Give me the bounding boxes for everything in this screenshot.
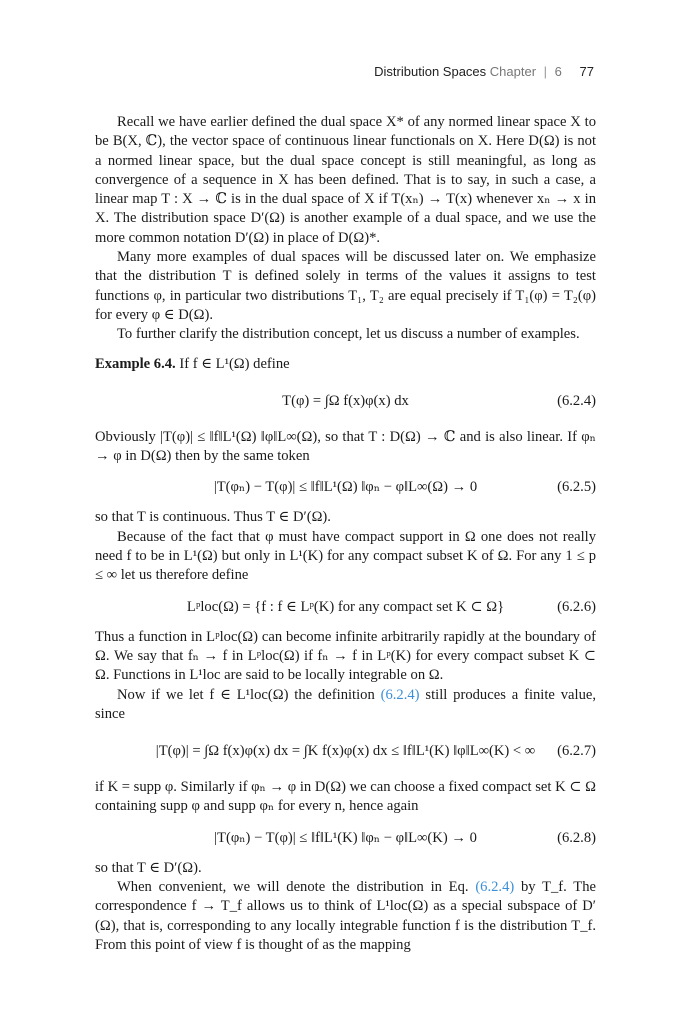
paragraph-text: Now if we let f ∈ L¹loc(Ω) the definition bbox=[117, 686, 375, 703]
header-chapter: Chapter bbox=[489, 64, 537, 79]
equation-reference-link[interactable]: (6.2.4) bbox=[380, 686, 420, 703]
equation-6-2-8 bbox=[95, 823, 596, 853]
equation-6-2-7 bbox=[95, 730, 596, 774]
paragraph: so that T ∈ D′(Ω). bbox=[95, 859, 202, 876]
equation-number: (6.2.4) bbox=[557, 392, 596, 409]
paragraph: Thus a function in Lᵖloc(Ω) can become infinite arbitrarily rapidly at the boundary of Ω. We say that fₙ → f in Lᵖloc(Ω) if fₙ → f in Lᵖ(K) for every compact subset K ⊂ Ω. Functions in L¹loc are said to be locally integrable on Ω. bbox=[95, 628, 596, 684]
paragraph: To further clarify the distribution concept, let us discuss a number of examples. bbox=[117, 326, 580, 343]
equation-body: |T(φₙ) − T(φ)| ≤ ‖f‖L¹(Ω) ‖φₙ − φ‖L∞(Ω) → 0 bbox=[213, 479, 478, 496]
equation-number: (6.2.8) bbox=[557, 829, 596, 846]
equation-6-2-4 bbox=[95, 380, 596, 424]
example-heading bbox=[95, 355, 596, 374]
page-body bbox=[95, 113, 596, 955]
equation-number: (6.2.5) bbox=[557, 479, 596, 496]
example-label: Example 6.4. bbox=[95, 355, 176, 372]
header-separator: | bbox=[543, 64, 548, 79]
paragraph: Obviously |T(φ)| ≤ ‖f‖L¹(Ω) ‖φ‖L∞(Ω), so that T : D(Ω) → ℂ and is also linear. If φₙ → φ in D(Ω) then by the same token bbox=[95, 428, 596, 465]
equation-number: (6.2.7) bbox=[557, 743, 596, 760]
paragraph: so that T is continuous. Thus T ∈ D′(Ω). bbox=[95, 509, 331, 526]
equation-number: (6.2.6) bbox=[557, 598, 596, 615]
example-text: If f ∈ L¹(Ω) define bbox=[179, 355, 290, 372]
header-title: Distribution Spaces bbox=[374, 64, 487, 79]
paragraph-text: by T_f. The correspondence f → T_f allows us to think of L¹loc(Ω) as a special subspace of D′(Ω), that is, corresponding to any locally integrable function f is the distribution T_f. From this point of view f is thought of as the mapping bbox=[95, 879, 596, 953]
equation-body: Lᵖloc(Ω) = {f : f ∈ Lᵖ(K) for any compact set K ⊂ Ω} bbox=[186, 598, 505, 615]
running-header bbox=[374, 64, 594, 79]
paragraph: Many more examples of dual spaces will be discussed later on. We emphasize that the distribution T is defined solely in terms of the values it assigns to test functions φ, in particular two distributions T₁, T₂ are equal precisely if T₁(φ) = T₂(φ) for every φ ∈ D(Ω). bbox=[95, 249, 596, 323]
page-number: 77 bbox=[579, 64, 594, 79]
equation-body: |T(φ)| = ∫Ω f(x)φ(x) dx = ∫K f(x)φ(x) dx ≤ ‖f‖L¹(K) ‖φ‖L∞(K) < ∞ bbox=[155, 743, 536, 760]
paragraph: Recall we have earlier defined the dual space X* of any normed linear space X to be B(X, ℂ), the vector space of continuous linear functionals on X. Here D(Ω) is not a normed linear space, but the dual space concept is still meaningful, as long as convergence of a sequence in X has been defined. That is to say, in such a case, a linear map T : X → ℂ is in the dual space of X if T(xₙ) → T(x) whenever xₙ → x in X. The distribution space D′(Ω) is another example of a dual space, and we use the more common notation D′(Ω) in place of D(Ω)*. bbox=[95, 114, 596, 246]
paragraph bbox=[95, 686, 596, 725]
equation-body: T(φ) = ∫Ω f(x)φ(x) dx bbox=[282, 392, 409, 409]
paragraph-text: When convenient, we will denote the distribution in Eq. bbox=[117, 879, 469, 896]
equation-body: |T(φₙ) − T(φ)| ≤ ‖f‖L¹(K) ‖φₙ − φ‖L∞(K) → 0 bbox=[214, 829, 477, 846]
paragraph: Because of the fact that φ must have compact support in Ω one does not really need f to be in L¹(Ω) but only in L¹(K) for any compact subset K of Ω. For any 1 ≤ p ≤ ∞ let us therefore define bbox=[95, 528, 596, 584]
equation-reference-link[interactable]: (6.2.4) bbox=[475, 879, 515, 896]
paragraph: if K = supp φ. Similarly if φₙ → φ in D(Ω) we can choose a fixed compact set K ⊂ Ω containing supp φ and supp φₙ for every n, hence again bbox=[95, 779, 596, 815]
equation-6-2-5 bbox=[95, 472, 596, 502]
equation-6-2-6 bbox=[95, 592, 596, 622]
paragraph bbox=[95, 878, 596, 955]
header-chapter-number: 6 bbox=[554, 64, 562, 79]
paragraph-text: still produces a finite value, since bbox=[95, 686, 596, 722]
